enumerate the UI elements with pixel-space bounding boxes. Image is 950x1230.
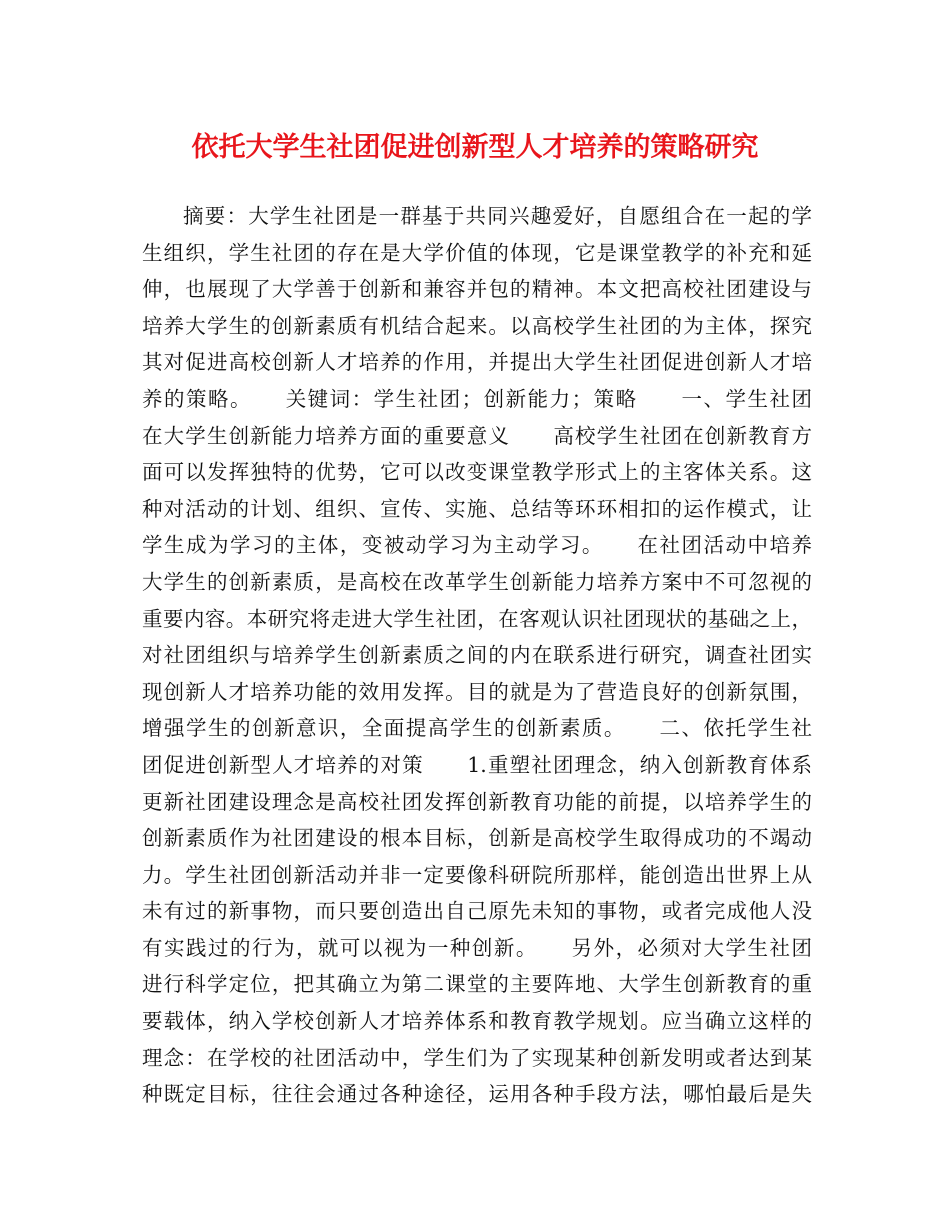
document-body — [142, 198, 812, 1113]
body-line: 摘要：大学生社团是一群基于共同兴趣爱好，自愿组合在一起的学 — [183, 204, 812, 228]
body-line: 大学生的创新素质，是高校在改革学生创新能力培养方案中不可忽视的 — [142, 569, 812, 594]
body-line: 有实践过的行为，就可以视为一种创新。 另外，必须对大学生社团 — [142, 935, 812, 960]
body-line: 培养大学生的创新素质有机结合起来。以高校学生社团的为主体，探究 — [142, 313, 812, 338]
body-line: 面可以发挥独特的优势，它可以改变课堂教学形式上的主客体关系。这 — [142, 460, 812, 485]
body-line: 增强学生的创新意识，全面提高学生的创新素质。 二、依托学生社 — [142, 716, 812, 741]
body-line: 种对活动的计划、组织、宣传、实施、总结等环环相扣的运作模式，让 — [142, 496, 812, 521]
body-line: 学生成为学习的主体，变被动学习为主动学习。 在社团活动中培养 — [142, 533, 812, 558]
body-line: 力。学生社团创新活动并非一定要像科研院所那样，能创造出世界上从 — [142, 862, 812, 887]
body-line: 生组织，学生社团的存在是大学价值的体现，它是课堂教学的补充和延 — [142, 240, 812, 265]
body-line: 养的策略。 关键词：学生社团；创新能力；策略 一、学生社团 — [142, 386, 812, 411]
body-line: 团促进创新型人才培养的对策 1.重塑社团理念，纳入创新教育体系 — [142, 752, 812, 777]
body-line: 创新素质作为社团建设的根本目标，创新是高校学生取得成功的不竭动 — [142, 826, 812, 851]
document-title: 依托大学生社团促进创新型人才培养的策略研究 — [191, 132, 759, 163]
body-line: 更新社团建设理念是高校社团发挥创新教育功能的前提，以培养学生的 — [142, 789, 812, 814]
body-line: 种既定目标，往往会通过各种途径，运用各种手段方法，哪怕最后是失 — [142, 1082, 812, 1107]
body-line: 重要内容。本研究将走进大学生社团，在客观认识社团现状的基础之上， — [142, 606, 812, 631]
body-line: 现创新人才培养功能的效用发挥。目的就是为了营造良好的创新氛围， — [142, 679, 812, 704]
body-line: 要载体，纳入学校创新人才培养体系和教育教学规划。应当确立这样的 — [142, 1009, 812, 1034]
body-line: 未有过的新事物，而只要创造出自己原先未知的事物，或者完成他人没 — [142, 899, 812, 924]
body-line: 对社团组织与培养学生创新素质之间的内在联系进行研究，调查社团实 — [142, 643, 812, 668]
body-line: 在大学生创新能力培养方面的重要意义 高校学生社团在创新教育方 — [142, 423, 812, 448]
body-line: 理念：在学校的社团活动中，学生们为了实现某种创新发明或者达到某 — [142, 1045, 812, 1070]
body-line: 其对促进高校创新人才培养的作用，并提出大学生社团促进创新人才培 — [142, 350, 812, 375]
body-line: 伸，也展现了大学善于创新和兼容并包的精神。本文把高校社团建设与 — [142, 277, 812, 302]
body-line: 进行科学定位，把其确立为第二课堂的主要阵地、大学生创新教育的重 — [142, 972, 812, 997]
